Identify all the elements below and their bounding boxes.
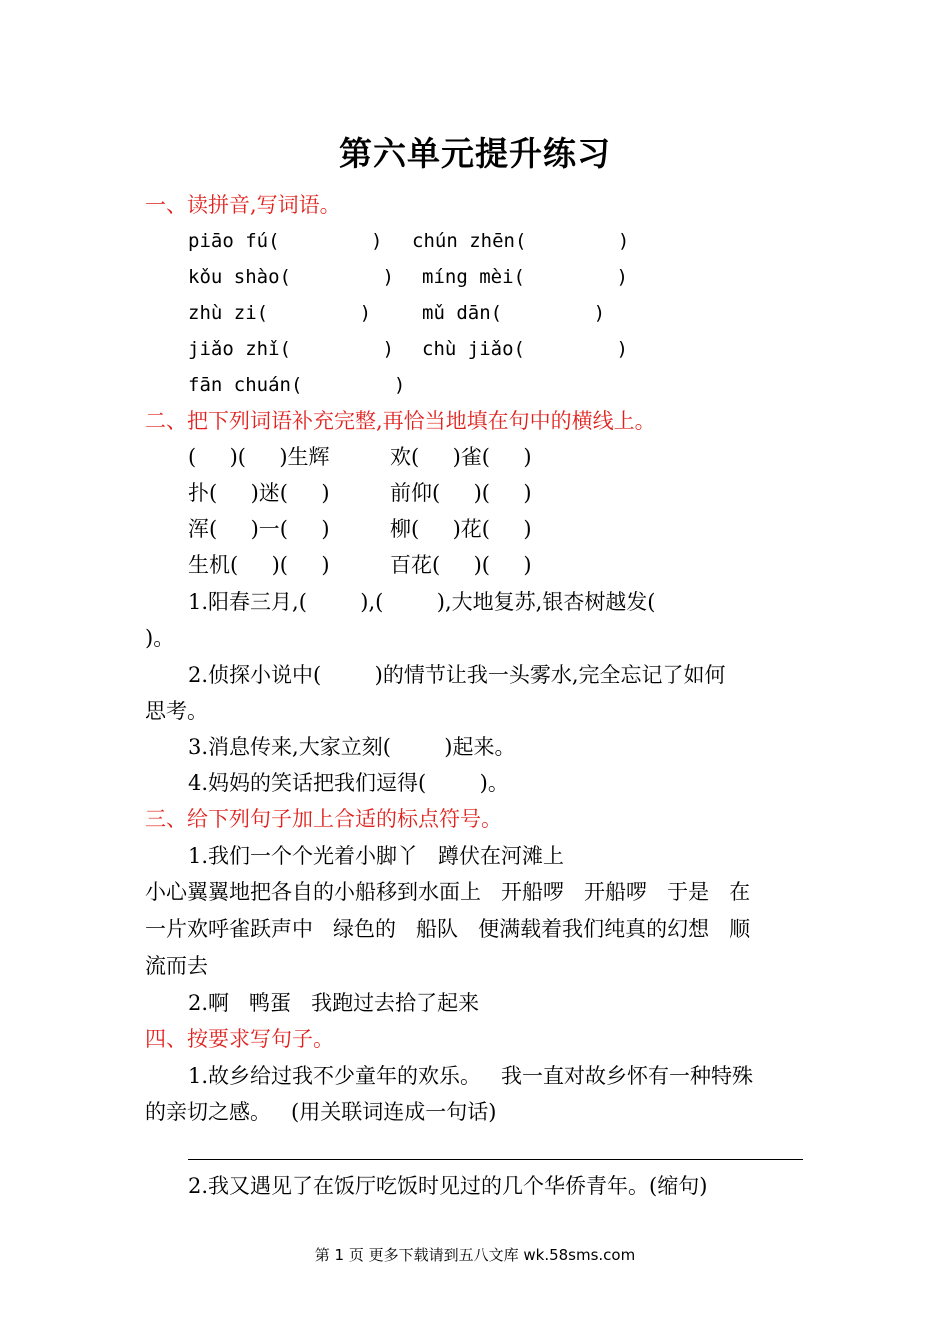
fill-question-3: 3.消息传来,大家立刻( )起来。 — [188, 735, 516, 759]
section-3-heading: 三、给下列句子加上合适的标点符号。 — [145, 807, 502, 831]
section-2-heading: 二、把下列词语补充完整,再恰当地填在句中的横线上。 — [145, 409, 656, 433]
fill-question-2-cont: 思考。 — [145, 699, 208, 723]
pinyin-item: míng mèi( ) — [422, 266, 628, 288]
fill-question-1-cont: )。 — [145, 626, 175, 650]
pinyin-item: piāo fú( ) — [188, 230, 383, 252]
answer-line — [188, 1159, 803, 1160]
pinyin-item: zhù zi( ) — [188, 302, 372, 324]
pinyin-item: kǒu shào( ) — [188, 266, 394, 288]
idiom-item: 柳( )花( ) — [390, 517, 532, 541]
idiom-item: 扑( )迷( ) — [188, 481, 330, 505]
sentence-question-1-cont: 的亲切之感。 (用关联词连成一句话) — [145, 1100, 497, 1124]
pinyin-item: chù jiǎo( ) — [422, 338, 628, 360]
idiom-item: 欢( )雀( ) — [390, 445, 532, 469]
fill-question-2: 2.侦探小说中( )的情节让我一头雾水,完全忘记了如何 — [188, 663, 726, 687]
page-title: 第六单元提升练习 — [339, 134, 611, 173]
idiom-item: 前仰( )( ) — [390, 481, 532, 505]
pinyin-item: jiǎo zhǐ( ) — [188, 338, 394, 360]
pinyin-item: chún zhēn( ) — [412, 230, 630, 252]
page-footer: 第 1 页 更多下载请到五八文库 wk.58sms.com — [314, 1246, 636, 1264]
idiom-item: ( )( )生辉 — [188, 445, 330, 469]
fill-question-4: 4.妈妈的笑话把我们逗得( )。 — [188, 771, 509, 795]
idiom-item: 浑( )一( ) — [188, 517, 330, 541]
pinyin-item: mǔ dān( ) — [422, 302, 606, 324]
punctuation-question-1-cont: 小心翼翼地把各自的小船移到水面上 开船啰 开船啰 于是 在 — [145, 880, 751, 904]
section-4-heading: 四、按要求写句子。 — [145, 1027, 334, 1051]
fill-question-1: 1.阳春三月,( ),( ),大地复苏,银杏树越发( — [188, 590, 656, 614]
section-1-heading: 一、读拼音,写词语。 — [145, 193, 341, 217]
punctuation-question-2: 2.啊 鸭蛋 我跑过去拾了起来 — [188, 991, 480, 1015]
punctuation-question-1-cont: 一片欢呼雀跃声中 绿色的 船队 便满载着我们纯真的幻想 顺 — [145, 917, 751, 941]
idiom-item: 百花( )( ) — [390, 553, 532, 577]
idiom-item: 生机( )( ) — [188, 553, 330, 577]
punctuation-question-1: 1.我们一个个光着小脚丫 蹲伏在河滩上 — [188, 844, 565, 868]
sentence-question-1: 1.故乡给过我不少童年的欢乐。 我一直对故乡怀有一种特殊 — [188, 1064, 754, 1088]
pinyin-item: fān chuán( ) — [188, 374, 406, 396]
sentence-question-2: 2.我又遇见了在饭厅吃饭时见过的几个华侨青年。(缩句) — [188, 1174, 708, 1198]
punctuation-question-1-cont: 流而去 — [145, 954, 208, 978]
